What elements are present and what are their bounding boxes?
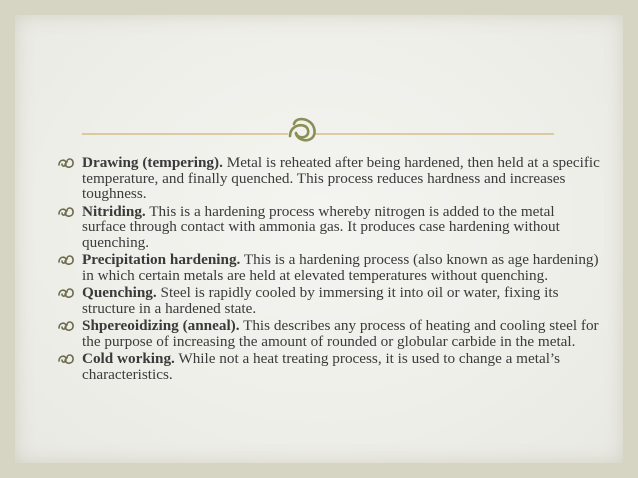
list-item <box>57 155 602 202</box>
list-item <box>57 204 602 251</box>
list-item <box>57 252 602 283</box>
term-label: Shpereoidizing (anneal). <box>82 317 240 334</box>
item-description: This describes any process of heating and cooling steel for the purpose of increasing the amount of rounded or globular carbide in the metal. <box>82 317 599 350</box>
term-label: Cold working. <box>82 350 175 367</box>
list-item <box>57 318 602 349</box>
item-description: While not a heat treating process, it is used to change a metal’s characteristics. <box>82 350 561 383</box>
term-label: Drawing (tempering). <box>82 154 223 171</box>
scroll-bullet-icon <box>57 287 75 299</box>
item-description: Steel is rapidly cooled by immersing it into oil or water, fixing its structure in a hardened state. <box>82 284 559 317</box>
scroll-bullet-icon <box>57 157 75 169</box>
ornamental-scroll-icon <box>290 119 315 140</box>
list-item <box>57 351 602 382</box>
bullet-list <box>57 155 602 384</box>
term-label: Precipitation hardening. <box>82 251 241 268</box>
scroll-bullet-icon <box>57 320 75 332</box>
scroll-bullet-icon <box>57 353 75 365</box>
term-label: Nitriding. <box>82 202 146 220</box>
term-label: Quenching. <box>82 284 157 301</box>
title-divider <box>82 110 554 150</box>
item-description: This is a hardening process (also known as age hardening) in which certain metals are held at elevated temperatures without quenching. <box>82 251 599 284</box>
scroll-bullet-icon <box>57 254 75 266</box>
divider-line <box>82 110 554 150</box>
item-description: This is a hardening process whereby nitrogen is added to the metal surface through contact with ammonia gas. It produces case hardening without quenching. <box>82 202 560 251</box>
list-item <box>57 285 602 316</box>
item-description: Metal is reheated after being hardened, then held at a specific temperature, and finally quenched. This process reduces hardness and increases toughness. <box>82 154 600 202</box>
scroll-bullet-icon <box>57 206 75 218</box>
